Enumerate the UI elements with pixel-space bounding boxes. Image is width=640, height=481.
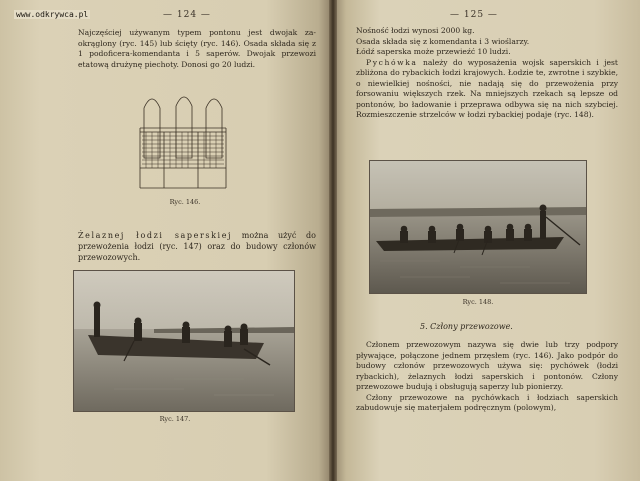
fig147-caption: Ryc. 147. [159, 415, 191, 423]
fig147-photo [73, 270, 295, 412]
left-page-number: — 124 — [163, 10, 211, 20]
left-paragraph-2 [78, 230, 316, 263]
right-para3: Członem przewozowym nazywa się dwie lub trzy podpory pływające, połączone jednem przęsłem (ryc. 146). Jako podpór do budowy członów przewozowych używa się: pychówek (łodzi rybackich), żelaznych łodzi saperskich i pontonów. Człony przewozowe budują i obsługują saperzy lub pionierzy. [356, 340, 618, 391]
left-paragraph-1 [78, 28, 316, 70]
left-para1-text: Najczęściej używanym typem pontonu jest dwojak zaokrąglony (ryc. 145) lub ścięty (ryc. 146). Osada składa się z 1 podoficera-komendanta i 5 saperów. Dwojak przewozi etatową drużynę piechoty. Donosi go 20 ludzi. [78, 28, 316, 69]
fig146-drawing [132, 88, 232, 194]
fig148-photo [369, 160, 587, 294]
right-para-spaced: Pychówka [366, 57, 418, 67]
right-paragraph-2 [356, 340, 618, 414]
right-line-2: Osada składa się z komendanta i 3 wioślarzy. [356, 36, 530, 46]
right-line-1: Nośność łodzi wynosi 2000 kg. [356, 26, 475, 35]
watermark: www.odkrywca.pl [16, 10, 89, 19]
right-page-number: — 125 — [450, 10, 498, 20]
fig148-caption: Ryc. 148. [462, 298, 494, 306]
right-para-rest: należy do wyposażenia wojsk saperskich i jest zbliżona do rybackich łodzi krajowych. Łodzie te, zwrotne i szybkie, o niewielkiej nośności, nie nadają się do przewożenia przy forsowaniu większych rzek. Na mniejszych rzekach są lepsze od pontonów, bo ładowanie i przeprawa odbywa się na nich szybciej. Rozmieszczenie strzelców w łodzi rybackiej podaje (ryc. 148). [356, 57, 618, 119]
left-para2-rest: można użyć do przewożenia łodzi (ryc. 147) oraz do budowy członów przewozowych. [78, 231, 316, 262]
right-line-3: Łódź saperska może przewieźć 10 ludzi. [356, 47, 511, 56]
section-heading: 5. Człony przewozowe. [420, 322, 513, 331]
fig146-caption: Ryc. 146. [169, 198, 201, 206]
book-gutter [329, 0, 337, 481]
left-para2-spaced: Żelaznej łodzi saperskiej [78, 231, 233, 240]
right-paragraph-1 [356, 26, 618, 121]
right-para4: Człony przewozowe na pychówkach i łodziach saperskich zabudowuje się materjałem podręcznym (polowym), [356, 392, 618, 412]
